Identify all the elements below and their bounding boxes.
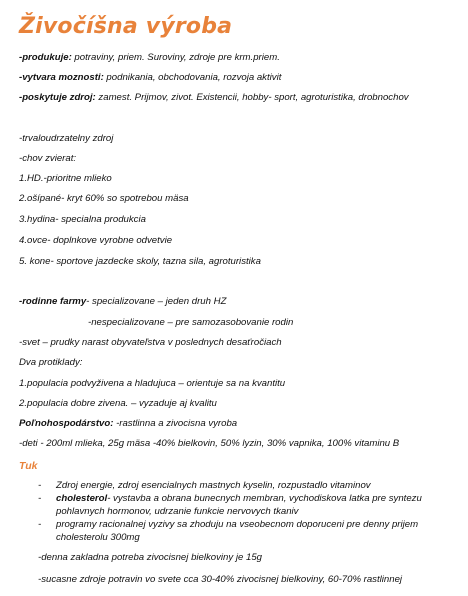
bullet-dash: - <box>38 519 42 530</box>
list-item: Dva protiklady: <box>19 357 83 368</box>
list-item: 2.ošípané- kryt 60% so spotrebou mäsa <box>19 193 189 204</box>
bullet-dash: - <box>38 480 42 491</box>
list-item: 5. kone- sportove jazdecke skoly, tazna sila, agroturistika <box>19 256 261 267</box>
bottom-line: -denna zakladna potreba zivocisnej bielkoviny je 15g <box>38 552 262 563</box>
intro-moznosti: -vytvara moznosti: podnikania, obchodovania, rozvoja aktivit <box>19 72 282 83</box>
farms-line-2: -nespecializovane – pre samozasobovanie rodin <box>88 317 294 328</box>
list-item: 2.populacia dobre zivena. – vyzaduje aj kvalitu <box>19 398 217 409</box>
list-item: 4.ovce- doplnkove vyrobne odvetvie <box>19 235 173 246</box>
farms-line: -rodinne farmy- specializovane – jeden druh HZ <box>19 296 227 307</box>
intro-produkuje: -produkuje: potraviny, priem. Suroviny, zdroje pre krm.priem. <box>19 52 280 63</box>
intro-zdroj: -poskytuje zdroj: zamest. Prijmov, zivot. Existencii, hobby- sport, agroturistika, drobnochov <box>19 92 409 103</box>
list-item: 1.HD.-prioritne mlieko <box>19 173 112 184</box>
bottom-line: -sucasne zdroje potravin vo svete cca 30-40% zivocisnej bielkoviny, 60-70% rastlinnej <box>38 574 403 585</box>
list-item: -trvaloudrzatelny zdroj <box>19 133 114 144</box>
bullet-item: programy racionalnej vyzivy sa zhoduju na vseobecnom doporuceni pre denny prijem cholesterolu 300mg <box>56 519 419 543</box>
list-item: -svet – prudky narast obyvateľstva v poslednych desaťročiach <box>19 337 282 348</box>
bullet-item: cholesterol- vystavba a obrana bunecnych membran, vychodiskova latka pre syntezu pohlavnych hormonov, udrzanie funkcie nervovych tkaniv <box>56 493 422 517</box>
polno-line: Poľnohospodárstvo: -rastlinna a zivocisna vyroba <box>19 418 238 429</box>
bullet-item: Zdroj energie, zdroj esencialnych mastnych kyselin, rozpustadlo vitaminov <box>56 480 371 491</box>
list-item: 1.populacia podvyživena a hladujuca – orientuje sa na kvantitu <box>19 378 286 389</box>
list-item: -chov zvierat: <box>19 153 77 164</box>
list-item: 3.hydina- specialna produkcia <box>19 214 146 225</box>
tuk-heading: Tuk <box>19 460 38 472</box>
bullet-dash: - <box>38 493 42 504</box>
deti-line: -deti - 200ml mlieka, 25g mäsa -40% bielkovin, 50% lyzin, 30% vapnika, 100% vitaminu B <box>19 438 400 449</box>
document-title: Živočíšna výroba <box>19 14 233 39</box>
